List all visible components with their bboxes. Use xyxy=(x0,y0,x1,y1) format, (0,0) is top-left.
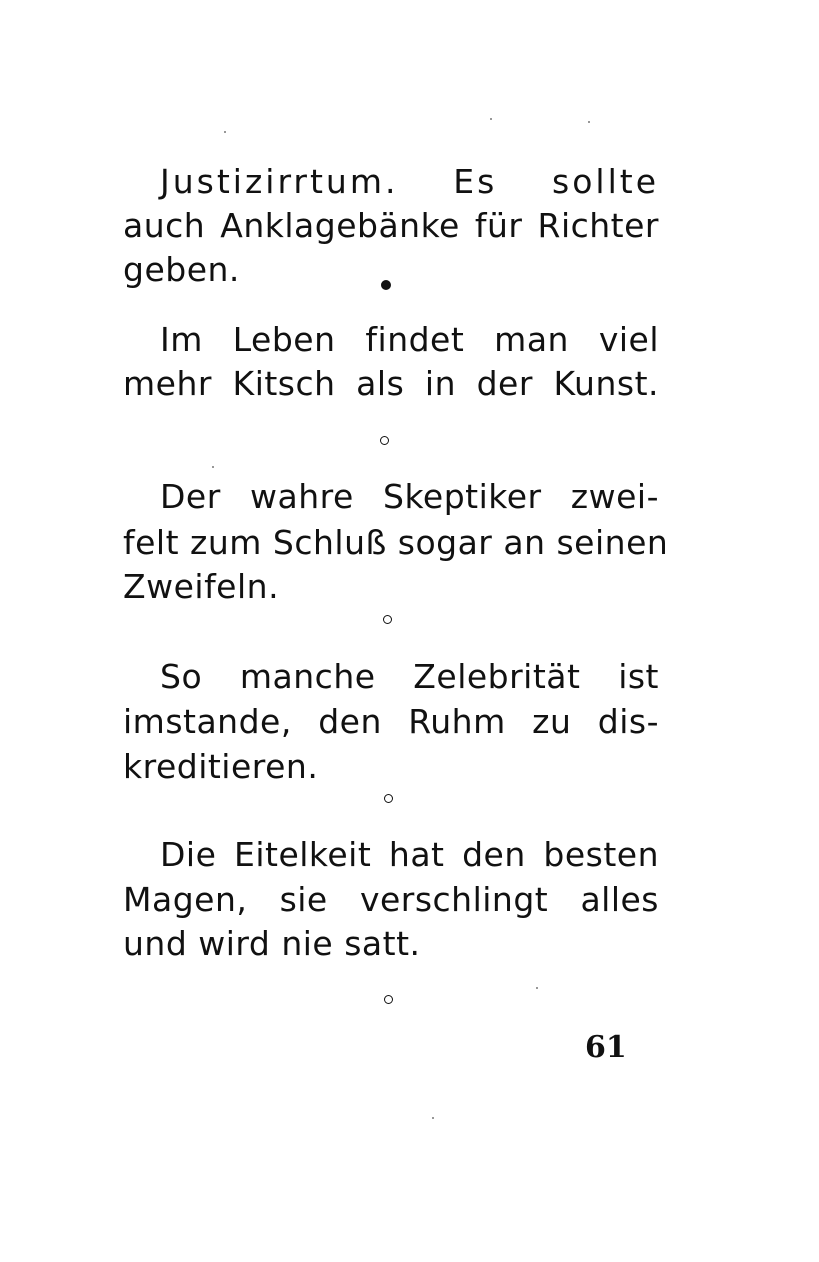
scan-speck xyxy=(212,466,214,468)
scan-speck xyxy=(490,118,492,120)
aphorism-4-line-2: imstande, den Ruhm zu dis- xyxy=(123,702,659,741)
aphorism-4-line-3: kreditieren. xyxy=(123,747,319,786)
separator-circle xyxy=(384,995,393,1004)
aphorism-3-line-3: Zweifeln. xyxy=(123,567,280,606)
separator-circle xyxy=(384,794,393,803)
aphorism-1-line-1: Justizirrtum. Es sollte xyxy=(160,162,659,201)
separator-circle xyxy=(380,436,389,445)
scan-speck xyxy=(432,1117,434,1119)
scan-speck xyxy=(588,121,590,123)
aphorism-3-line-1: Der wahre Skeptiker zwei- xyxy=(160,477,659,516)
aphorism-2-line-2: mehr Kitsch als in der Kunst. xyxy=(123,364,659,403)
aphorism-5-line-3: und wird nie satt. xyxy=(123,924,421,963)
aphorism-1-line-3: geben. xyxy=(123,250,240,289)
separator-filled-circle xyxy=(381,280,391,290)
separator-circle xyxy=(383,615,392,624)
aphorism-2-line-1: Im Leben findet man viel xyxy=(160,320,659,359)
aphorism-3-line-2: felt zum Schluß sogar an seinen xyxy=(123,523,669,562)
aphorism-5-line-1: Die Eitelkeit hat den besten xyxy=(160,835,659,874)
aphorism-4-line-1: So manche Zelebrität ist xyxy=(160,657,659,696)
scan-speck xyxy=(536,987,538,989)
scan-speck xyxy=(224,131,226,133)
aphorism-5-line-2: Magen, sie verschlingt alles xyxy=(123,880,659,919)
aphorism-1-line-2: auch Anklagebänke für Richter xyxy=(123,206,659,245)
page-number: 61 xyxy=(585,1030,627,1065)
